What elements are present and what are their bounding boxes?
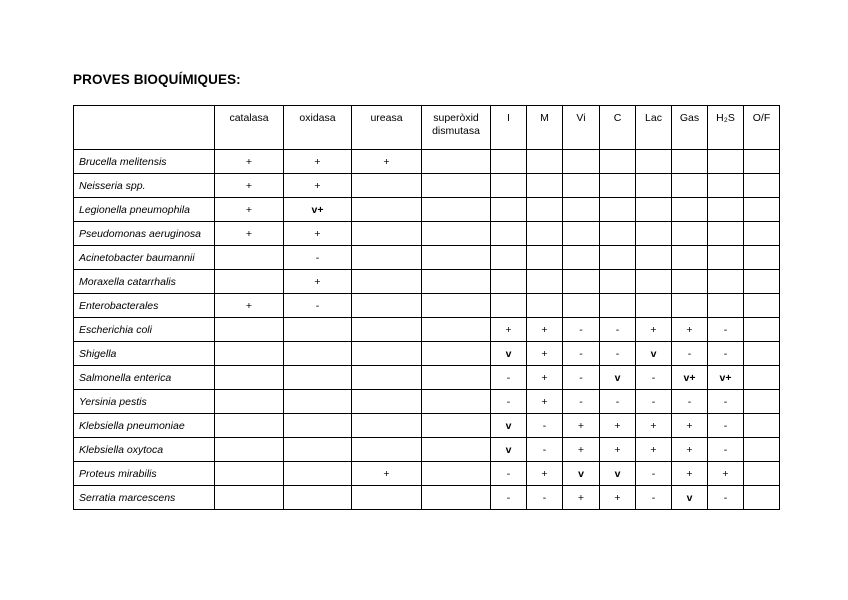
test-result-cell: + — [563, 438, 600, 462]
test-result-cell: + — [636, 438, 672, 462]
test-result-cell — [352, 342, 422, 366]
test-result-cell — [636, 150, 672, 174]
test-result-cell — [744, 342, 780, 366]
test-result-cell — [352, 222, 422, 246]
test-result-cell: + — [672, 318, 708, 342]
table-row — [74, 486, 780, 510]
test-result-cell — [600, 222, 636, 246]
test-result-cell — [284, 318, 352, 342]
test-result-cell — [352, 174, 422, 198]
test-result-cell — [422, 270, 491, 294]
test-result-cell: + — [491, 318, 527, 342]
test-result-cell: - — [563, 342, 600, 366]
test-result-cell — [708, 174, 744, 198]
test-result-cell: + — [600, 414, 636, 438]
test-result-cell: + — [708, 462, 744, 486]
test-result-cell: + — [284, 270, 352, 294]
column-header: I — [491, 106, 527, 150]
test-result-cell: - — [636, 462, 672, 486]
table-row — [74, 270, 780, 294]
test-result-cell — [284, 486, 352, 510]
test-result-cell: + — [672, 438, 708, 462]
test-result-cell — [563, 174, 600, 198]
organism-name: Brucella melitensis — [74, 150, 215, 174]
test-result-cell — [352, 198, 422, 222]
test-result-cell — [527, 294, 563, 318]
test-result-cell — [215, 390, 284, 414]
test-result-cell — [600, 198, 636, 222]
test-result-cell: - — [491, 390, 527, 414]
test-result-cell: - — [708, 342, 744, 366]
test-result-cell — [422, 150, 491, 174]
test-result-cell — [636, 246, 672, 270]
test-result-cell — [352, 294, 422, 318]
test-result-cell — [491, 198, 527, 222]
test-result-cell — [527, 150, 563, 174]
test-result-cell — [600, 294, 636, 318]
biochemical-tests-table — [73, 105, 780, 510]
test-result-cell — [422, 222, 491, 246]
column-header: O/F — [744, 106, 780, 150]
test-result-cell: - — [491, 486, 527, 510]
test-result-cell: + — [672, 414, 708, 438]
test-result-cell — [708, 294, 744, 318]
test-result-cell: - — [672, 390, 708, 414]
column-header: Vi — [563, 106, 600, 150]
organism-name: Shigella — [74, 342, 215, 366]
column-header: Lac — [636, 106, 672, 150]
test-result-cell: - — [708, 486, 744, 510]
test-result-cell — [708, 150, 744, 174]
test-result-cell — [744, 366, 780, 390]
test-result-cell — [527, 246, 563, 270]
test-result-cell — [284, 414, 352, 438]
test-result-cell: v+ — [284, 198, 352, 222]
test-result-cell — [600, 270, 636, 294]
column-header: catalasa — [215, 106, 284, 150]
test-result-cell — [491, 150, 527, 174]
test-result-cell — [422, 486, 491, 510]
test-result-cell: - — [563, 390, 600, 414]
test-result-cell — [708, 222, 744, 246]
test-result-cell: - — [636, 390, 672, 414]
test-result-cell — [422, 198, 491, 222]
test-result-cell: - — [600, 342, 636, 366]
test-result-cell: + — [527, 366, 563, 390]
test-result-cell — [422, 174, 491, 198]
column-header: ureasa — [352, 106, 422, 150]
test-result-cell: v — [491, 438, 527, 462]
test-result-cell: - — [708, 390, 744, 414]
test-result-cell — [491, 270, 527, 294]
test-result-cell — [744, 174, 780, 198]
table-row — [74, 342, 780, 366]
test-result-cell — [744, 198, 780, 222]
test-result-cell — [563, 294, 600, 318]
table-row — [74, 150, 780, 174]
test-result-cell: + — [636, 414, 672, 438]
test-result-cell — [422, 342, 491, 366]
test-result-cell: - — [491, 462, 527, 486]
test-result-cell — [491, 174, 527, 198]
organism-name: Pseudomonas aeruginosa — [74, 222, 215, 246]
organism-name: Neisseria spp. — [74, 174, 215, 198]
test-result-cell — [563, 198, 600, 222]
test-result-cell — [636, 198, 672, 222]
test-result-cell: + — [527, 318, 563, 342]
test-result-cell: + — [215, 198, 284, 222]
test-result-cell — [352, 438, 422, 462]
test-result-cell: + — [672, 462, 708, 486]
test-result-cell — [600, 246, 636, 270]
test-result-cell — [352, 390, 422, 414]
test-result-cell: - — [563, 318, 600, 342]
column-header: oxidasa — [284, 106, 352, 150]
test-result-cell — [284, 366, 352, 390]
test-result-cell: v — [491, 342, 527, 366]
test-result-cell: - — [636, 486, 672, 510]
test-result-cell: - — [527, 486, 563, 510]
test-result-cell — [744, 318, 780, 342]
column-header: superòxid dismutasa — [422, 106, 491, 150]
organism-name: Moraxella catarrhalis — [74, 270, 215, 294]
test-result-cell — [215, 270, 284, 294]
column-header: H₂S — [708, 106, 744, 150]
test-result-cell — [352, 318, 422, 342]
table-row — [74, 414, 780, 438]
test-result-cell: v — [600, 366, 636, 390]
test-result-cell: + — [284, 174, 352, 198]
test-result-cell — [422, 390, 491, 414]
test-result-cell — [422, 438, 491, 462]
test-result-cell: + — [600, 486, 636, 510]
organism-name: Klebsiella oxytoca — [74, 438, 215, 462]
column-header — [74, 106, 215, 150]
table-row — [74, 438, 780, 462]
test-result-cell — [284, 390, 352, 414]
test-result-cell: - — [284, 246, 352, 270]
organism-name: Legionella pneumophila — [74, 198, 215, 222]
test-result-cell: v — [672, 486, 708, 510]
test-result-cell — [563, 150, 600, 174]
test-result-cell — [215, 366, 284, 390]
test-result-cell: v — [491, 414, 527, 438]
test-result-cell — [744, 390, 780, 414]
test-result-cell: + — [215, 222, 284, 246]
test-result-cell — [708, 198, 744, 222]
test-result-cell — [215, 414, 284, 438]
test-result-cell — [600, 150, 636, 174]
test-result-cell: - — [672, 342, 708, 366]
organism-name: Escherichia coli — [74, 318, 215, 342]
test-result-cell — [422, 294, 491, 318]
test-result-cell: + — [352, 150, 422, 174]
test-result-cell — [422, 462, 491, 486]
test-result-cell — [744, 486, 780, 510]
test-result-cell — [284, 462, 352, 486]
test-result-cell — [744, 462, 780, 486]
test-result-cell — [708, 270, 744, 294]
column-header: C — [600, 106, 636, 150]
test-result-cell — [672, 174, 708, 198]
test-result-cell — [352, 486, 422, 510]
test-result-cell: - — [284, 294, 352, 318]
test-result-cell: - — [708, 318, 744, 342]
test-result-cell — [636, 294, 672, 318]
test-result-cell — [744, 414, 780, 438]
test-result-cell: - — [491, 366, 527, 390]
test-result-cell — [708, 246, 744, 270]
test-result-cell: + — [600, 438, 636, 462]
test-result-cell — [491, 246, 527, 270]
test-result-cell: v+ — [672, 366, 708, 390]
organism-name: Serratia marcescens — [74, 486, 215, 510]
table-row — [74, 222, 780, 246]
test-result-cell: - — [636, 366, 672, 390]
organism-name: Klebsiella pneumoniae — [74, 414, 215, 438]
test-result-cell: - — [600, 318, 636, 342]
test-result-cell: - — [708, 414, 744, 438]
test-result-cell — [563, 246, 600, 270]
column-header: Gas — [672, 106, 708, 150]
test-result-cell: - — [527, 438, 563, 462]
page-title: PROVES BIOQUÍMIQUES: — [73, 72, 241, 87]
table-row — [74, 174, 780, 198]
test-result-cell — [527, 222, 563, 246]
table-row — [74, 462, 780, 486]
test-result-cell: + — [563, 486, 600, 510]
test-result-cell — [636, 174, 672, 198]
test-result-cell — [527, 270, 563, 294]
test-result-cell: + — [284, 150, 352, 174]
table-row — [74, 318, 780, 342]
test-result-cell — [352, 246, 422, 270]
test-result-cell: - — [563, 366, 600, 390]
table-row — [74, 366, 780, 390]
test-result-cell — [422, 246, 491, 270]
test-result-cell — [284, 342, 352, 366]
organism-name: Enterobacterales — [74, 294, 215, 318]
test-result-cell: + — [215, 150, 284, 174]
test-result-cell — [744, 222, 780, 246]
test-result-cell — [636, 270, 672, 294]
test-result-cell: - — [600, 390, 636, 414]
test-result-cell — [600, 174, 636, 198]
organism-name: Salmonella enterica — [74, 366, 215, 390]
table-row — [74, 294, 780, 318]
test-result-cell — [352, 366, 422, 390]
test-result-cell — [422, 318, 491, 342]
test-result-cell: + — [527, 462, 563, 486]
table-row — [74, 198, 780, 222]
test-result-cell — [672, 294, 708, 318]
test-result-cell: + — [352, 462, 422, 486]
test-result-cell — [744, 294, 780, 318]
test-result-cell — [672, 246, 708, 270]
test-result-cell: v — [563, 462, 600, 486]
test-result-cell — [744, 150, 780, 174]
test-result-cell — [215, 318, 284, 342]
organism-name: Yersinia pestis — [74, 390, 215, 414]
test-result-cell — [284, 438, 352, 462]
test-result-cell — [422, 414, 491, 438]
test-result-cell — [215, 486, 284, 510]
test-result-cell — [491, 294, 527, 318]
table-row — [74, 390, 780, 414]
test-result-cell — [672, 198, 708, 222]
test-result-cell: + — [527, 390, 563, 414]
test-result-cell — [672, 270, 708, 294]
test-result-cell: - — [527, 414, 563, 438]
table-header-row — [74, 106, 780, 150]
test-result-cell: + — [527, 342, 563, 366]
test-result-cell — [215, 246, 284, 270]
test-result-cell — [563, 222, 600, 246]
table-row — [74, 246, 780, 270]
test-result-cell: v+ — [708, 366, 744, 390]
test-result-cell: + — [563, 414, 600, 438]
test-result-cell — [672, 222, 708, 246]
test-result-cell — [215, 342, 284, 366]
test-result-cell — [563, 270, 600, 294]
organism-name: Acinetobacter baumannii — [74, 246, 215, 270]
test-result-cell — [744, 438, 780, 462]
test-result-cell — [527, 198, 563, 222]
test-result-cell: - — [708, 438, 744, 462]
test-result-cell: + — [284, 222, 352, 246]
test-result-cell — [215, 438, 284, 462]
column-header: M — [527, 106, 563, 150]
test-result-cell — [352, 270, 422, 294]
test-result-cell: + — [215, 294, 284, 318]
test-result-cell — [744, 270, 780, 294]
test-result-cell — [422, 366, 491, 390]
test-result-cell — [352, 414, 422, 438]
organism-name: Proteus mirabilis — [74, 462, 215, 486]
test-result-cell — [744, 246, 780, 270]
test-result-cell — [215, 462, 284, 486]
test-result-cell: v — [636, 342, 672, 366]
test-result-cell — [636, 222, 672, 246]
test-result-cell — [672, 150, 708, 174]
test-result-cell — [527, 174, 563, 198]
test-result-cell — [491, 222, 527, 246]
test-result-cell: + — [215, 174, 284, 198]
test-result-cell: + — [636, 318, 672, 342]
test-result-cell: v — [600, 462, 636, 486]
